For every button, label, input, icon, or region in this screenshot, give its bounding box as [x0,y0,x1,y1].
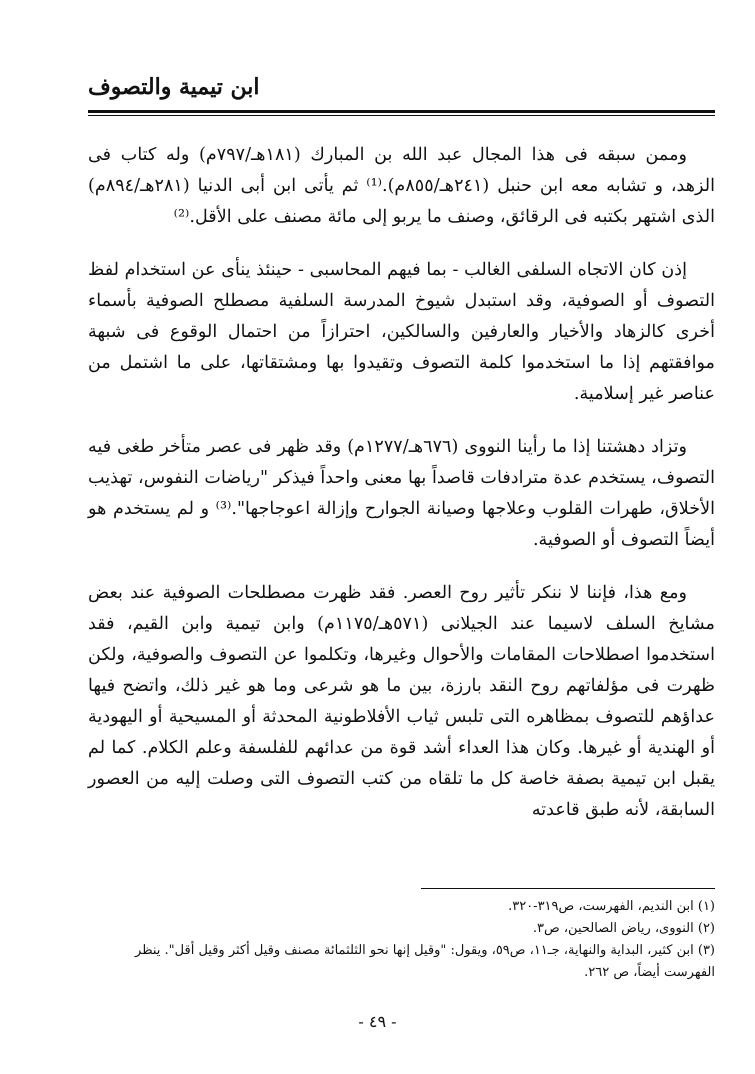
footnote-2: (٢) النووى، رياض الصالحين، ص٣. [532,921,715,936]
footnote-1: (١) ابن النديم، الفهرست، ص٣١٩-٣٢٠. [508,899,715,914]
running-header-title: ابن تيمية والتصوف [88,74,260,100]
paragraph-4: ومع هذا، فإننا لا ننكر تأثير روح العصر. فقد ظهرت مصطلحات الصوفية عند بعض مشايخ السلف لاسيما عند الجيلانى (٥٧١هـ/١١٧٥م) وابن تيمية وابن القيم، فقد استخدموا اصطلاحات المقامات والأحوال وغيرها، وتكلموا عن التصوف والصوفية، ولكن ظهرت فى مؤلفاتهم روح النقد بارزة، بين ما هو شرعى وما هو غير ذلك، واتضح فيها عداؤهم للتصوف بمظاهره التى تلبس ثياب الأفلاطونية المحدثة أو المسيحية أو اليهودية أو الهندية أو غيرها. وكان هذا العداء أشد قوة من عدائهم للفلسفة وعلم الكلام. كما لم يقبل ابن تيمية بصفة خاصة كل ما تلقاه من كتب التصوف التى وصلت إليه من العصور السابقة، لأنه طبق قاعدته [88,583,715,820]
footnotes [88,896,715,984]
header-rule [88,110,715,113]
paragraph-3: وتزاد دهشتنا إذا ما رأينا النووى (٦٧٦هـ/١٢٧٧م) وقد ظهر فى عصر متأخر طغى فيه التصوف، يستخدم عدة مترادفات قاصداً بها معنى واحداً فيذكر "رياضات النفوس، تهذيب الأخلاق، طهرات القلوب وعلاجها وصيانة الجوارح وإزالة اعوجاجها".⁽³⁾ و لم يستخدم هو أيضاً التصوف أو الصوفية. [88,437,715,550]
footnote-separator [421,888,715,889]
header-rule-thin [88,115,715,116]
paragraph-2: إذن كان الاتجاه السلفى الغالب - بما فيهم المحاسبى - حينئذ ينأى عن استخدام لفظ التصوف أو الصوفية، وقد استبدل شيوخ المدرسة السلفية مصطلح الصوفية بأسماء أخرى كالزهاد والأخيار والعارفين والسالكين، احترازاً من احتمال الوقوع فى شبهة موافقتهم إذا ما استخدموا كلمة التصوف وتقيدوا بها ومشتقاتها، على ما اشتمل من عناصر غير إسلامية. [88,260,715,404]
footnote-3: (٣) ابن كثير، البداية والنهاية، جـ١١، ص٥٩، ويقول: "وقيل إنها نحو الثلثمائة مصنف وقيل أكثر وقيل أقل". ينظر الفهرست أيضاً، ص ٢٦٢. [135,943,715,980]
page-number: - ٤٩ - [358,1012,397,1031]
paragraph-1: وممن سبقه فى هذا المجال عبد الله بن المبارك (١٨١هـ/٧٩٧م) وله كتاب فى الزهد، و تشابه معه ابن حنبل (٢٤١هـ/٨٥٥م).⁽¹⁾ ثم يأتى ابن أبى الدنيا (٢٨١هـ/٨٩٤م) الذى اشتهر بكتبه فى الرقائق، وصنف ما يربو إلى مائة مصنف على الأقل.⁽²⁾ [88,145,715,227]
main-text [88,140,715,826]
